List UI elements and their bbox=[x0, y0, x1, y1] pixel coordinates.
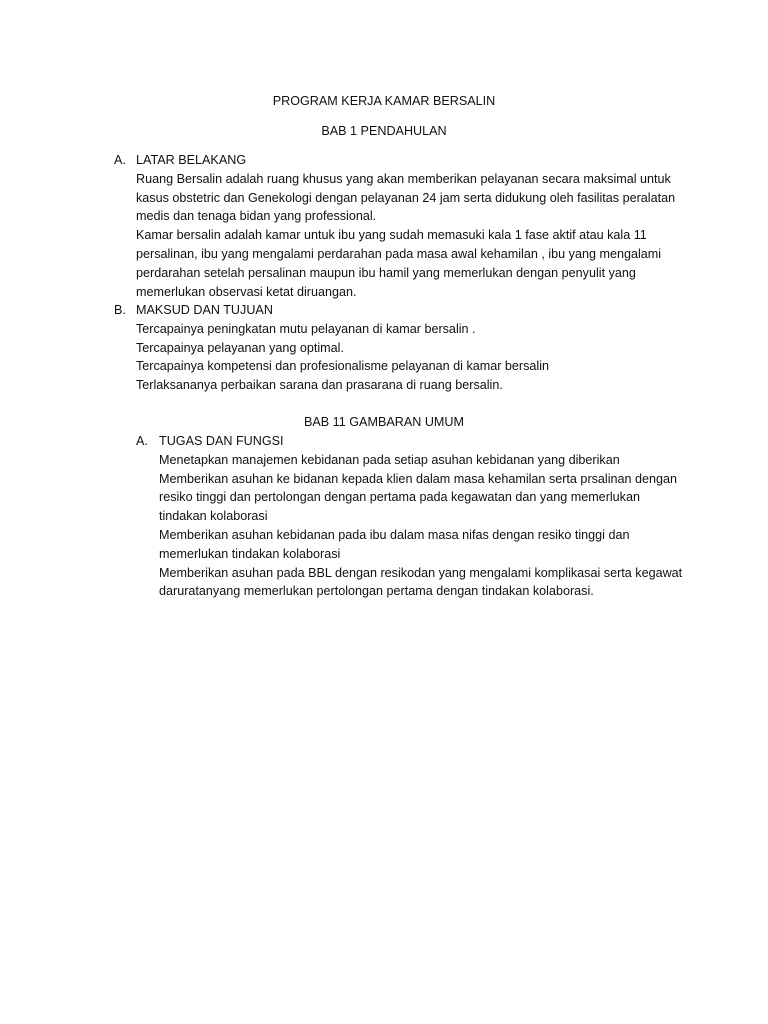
text-line: medis dan tenaga bidan yang professional. bbox=[136, 209, 377, 224]
text-line: kasus obstetric dan Genekologi dengan pelayanan 24 jam serta didukung oleh fasilitas peralatan bbox=[136, 190, 676, 205]
text-line: Tercapainya kompetensi dan profesionalisme pelayanan di kamar bersalin bbox=[136, 359, 550, 374]
text-line: Memberikan asuhan pada BBL dengan resikodan yang mengalami komplikasai serta kegawat bbox=[159, 565, 683, 580]
text-line: Memberikan asuhan kebidanan pada ibu dalam masa nifas dengan resiko tinggi dan bbox=[159, 527, 630, 542]
paragraph bbox=[136, 320, 549, 339]
text-line: memerlukan observasi ketat diruangan. bbox=[136, 284, 357, 299]
text-line: Kamar bersalin adalah kamar untuk ibu yang sudah memasuki kala 1 fase aktif atau kala 11 bbox=[136, 228, 647, 243]
text-line: resiko tinggi dan pertolongan dengan pertama pada kegawatan dan yang memerlukan bbox=[159, 490, 640, 505]
text-line: tindakan kolaborasi bbox=[159, 509, 268, 524]
section-heading: MAKSUD DAN TUJUAN bbox=[136, 303, 273, 317]
text-line: Tercapainya pelayanan yang optimal. bbox=[136, 340, 344, 355]
paragraph bbox=[159, 564, 682, 602]
paragraph bbox=[136, 357, 549, 376]
bab2-title: BAB 11 GAMBARAN UMUM bbox=[303, 415, 465, 429]
text-line: Menetapkan manajemen kebidanan pada setiap asuhan kebidanan yang diberikan bbox=[159, 452, 620, 467]
section-body bbox=[136, 170, 675, 302]
document-title: PROGRAM KERJA KAMAR BERSALIN bbox=[272, 94, 496, 108]
paragraph bbox=[136, 226, 675, 301]
text-line: Terlaksananya perbaikan sarana dan prasarana di ruang bersalin. bbox=[136, 378, 503, 393]
paragraph bbox=[136, 376, 549, 395]
section-marker: A. bbox=[114, 153, 126, 167]
section-body bbox=[159, 451, 682, 601]
bab1-title: BAB 1 PENDAHULAN bbox=[321, 124, 447, 138]
text-line: daruratanyang memerlukan pertolongan pertama dengan tindakan kolaborasi. bbox=[159, 584, 594, 599]
text-line: Memberikan asuhan ke bidanan kepada klien dalam masa kehamilan serta prsalinan dengan bbox=[159, 471, 678, 486]
text-line: perdarahan setelah persalinan maupun ibu hamil yang memerlukan dengan penyulit yang bbox=[136, 265, 636, 280]
text-line: Ruang Bersalin adalah ruang khusus yang akan memberikan pelayanan secara maksimal untuk bbox=[136, 171, 671, 186]
paragraph bbox=[159, 451, 682, 470]
section-marker: A. bbox=[136, 434, 148, 448]
paragraph bbox=[136, 170, 675, 226]
text-line: persalinan, ibu yang mengalami perdarahan pada masa awal kehamilan , ibu yang mengalami bbox=[136, 246, 662, 261]
section-heading: TUGAS DAN FUNGSI bbox=[159, 434, 284, 448]
paragraph bbox=[136, 339, 549, 358]
section-heading: LATAR BELAKANG bbox=[136, 153, 247, 167]
paragraph bbox=[159, 470, 682, 526]
section-body bbox=[136, 320, 549, 395]
section-marker: B. bbox=[114, 303, 126, 317]
text-line: Tercapainya peningkatan mutu pelayanan di kamar bersalin . bbox=[136, 321, 476, 336]
paragraph bbox=[159, 526, 682, 564]
text-line: memerlukan tindakan kolaborasi bbox=[159, 546, 341, 561]
